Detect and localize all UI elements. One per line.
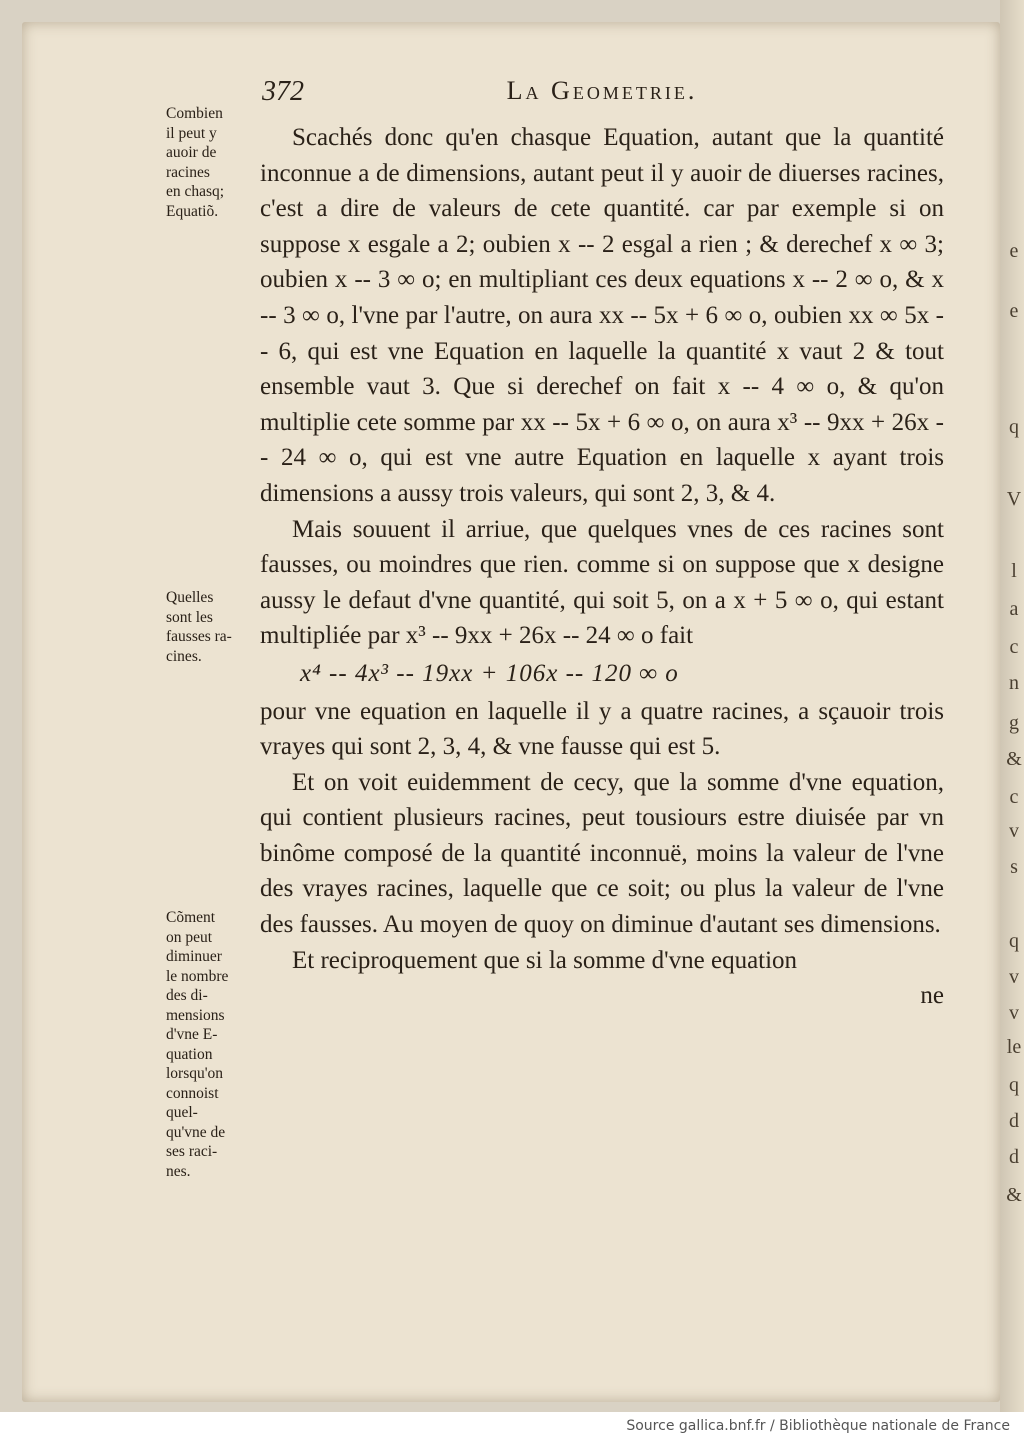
paragraph: pour vne equation en laquelle il y a quatre racines, a sçauoir trois vrayes qui sont 2, 3, 4, & vne fausse qui est 5. bbox=[260, 697, 944, 761]
margin-note-reduce-dimensions: Cõment on peut diminuer le nombre des di- mensions d'vne E- quation lorsqu'on connoist quel- qu'vne de ses raci- nes. bbox=[166, 909, 229, 1180]
edge-letter: c bbox=[1009, 786, 1019, 808]
edge-letter: q bbox=[1009, 416, 1019, 438]
equation-line: x⁴ -- 4x³ -- 19xx + 106x -- 120 ∞ o bbox=[300, 659, 679, 687]
edge-letter: le bbox=[1006, 1036, 1022, 1058]
edge-letter: e bbox=[1009, 300, 1019, 322]
main-text bbox=[260, 120, 944, 1014]
edge-letter: a bbox=[1009, 598, 1019, 620]
paragraph: Et on voit euidemment de cecy, que la somme d'vne equation, qui contient plusieurs racines, peut tousiours estre diuisée par vn binôme composé de la quantité inconnuë, moins la valeur de l'vne des vrayes racines, laquelle que ce soit; ou plus la valeur de l'vne des fausses. Au moyen de quoy on diminue d'autant ses dimensions. bbox=[260, 768, 944, 939]
edge-letter: v bbox=[1009, 1002, 1019, 1024]
page-number: 372 bbox=[262, 76, 304, 107]
edge-letter: & bbox=[1006, 748, 1022, 770]
paragraph: Scachés donc qu'en chasque Equation, autant que la quantité inconnue a de dimensions, autant peut il y auoir de diuerses racines, c'est a dire de valeurs de cete quantité. car par exemple si on suppose x esgale a 2; oubien x -- 2 esgal a rien ; & derechef x ∞ 3; oubien x -- 3 ∞ o; en multipliant ces deux equations x -- 2 ∞ o, & x -- 3 ∞ o, l'vne par l'autre, on aura xx -- 5x + 6 ∞ o, oubien xx ∞ 5x -- 6, qui est vne Equation en laquelle la quantité x vaut 2 & tout ensemble vaut 3. Que si derechef on fait x -- 4 ∞ o, & qu'on multiplie cete somme par xx -- 5x + 6 ∞ o, on aura x³ -- 9xx + 26x -- 24 ∞ o, qui est vne autre Equation en laquelle x ayant trois dimensions a aussy trois valeurs, qui sont 2, 3, & 4. bbox=[260, 124, 944, 507]
edge-letter: v bbox=[1009, 966, 1019, 988]
page-header bbox=[240, 76, 964, 106]
edge-letter: l bbox=[1011, 560, 1017, 582]
catchword: ne bbox=[920, 982, 944, 1010]
edge-letter: & bbox=[1006, 1184, 1022, 1206]
source-attribution: Source gallica.bnf.fr / Bibliothèque nationale de France bbox=[626, 1418, 1010, 1434]
edge-letter: s bbox=[1010, 856, 1018, 878]
edge-letter: c bbox=[1009, 636, 1019, 658]
edge-letter: q bbox=[1009, 1074, 1019, 1096]
edge-letter: e bbox=[1009, 240, 1019, 262]
edge-letter: v bbox=[1009, 820, 1019, 842]
margin-note-number-of-roots: Combien il peut y auoir de racines en chasq; Equatiõ. bbox=[166, 105, 225, 220]
running-title: La Geometrie. bbox=[506, 76, 698, 105]
edge-letter: d bbox=[1009, 1110, 1019, 1132]
edge-letter: d bbox=[1009, 1146, 1019, 1168]
margin-note-false-roots: Quelles sont les fausses ra- cines. bbox=[166, 589, 232, 665]
adjacent-page-edge bbox=[1000, 0, 1024, 1412]
edge-letter: q bbox=[1009, 930, 1019, 952]
paragraph: Mais souuent il arriue, que quelques vnes de ces racines sont fausses, ou moindres que rien. comme si on suppose que x designe aussy le defaut d'vne quantité, qui soit 5, on a x + 5 ∞ o, qui estant multipliée par x³ -- 9xx + 26x -- 24 ∞ o fait bbox=[260, 515, 944, 650]
edge-letter: V bbox=[1006, 488, 1022, 510]
edge-letter: n bbox=[1009, 672, 1019, 694]
edge-letter: g bbox=[1009, 712, 1019, 734]
paragraph: Et reciproquement que si la somme d'vne equation bbox=[292, 946, 798, 974]
